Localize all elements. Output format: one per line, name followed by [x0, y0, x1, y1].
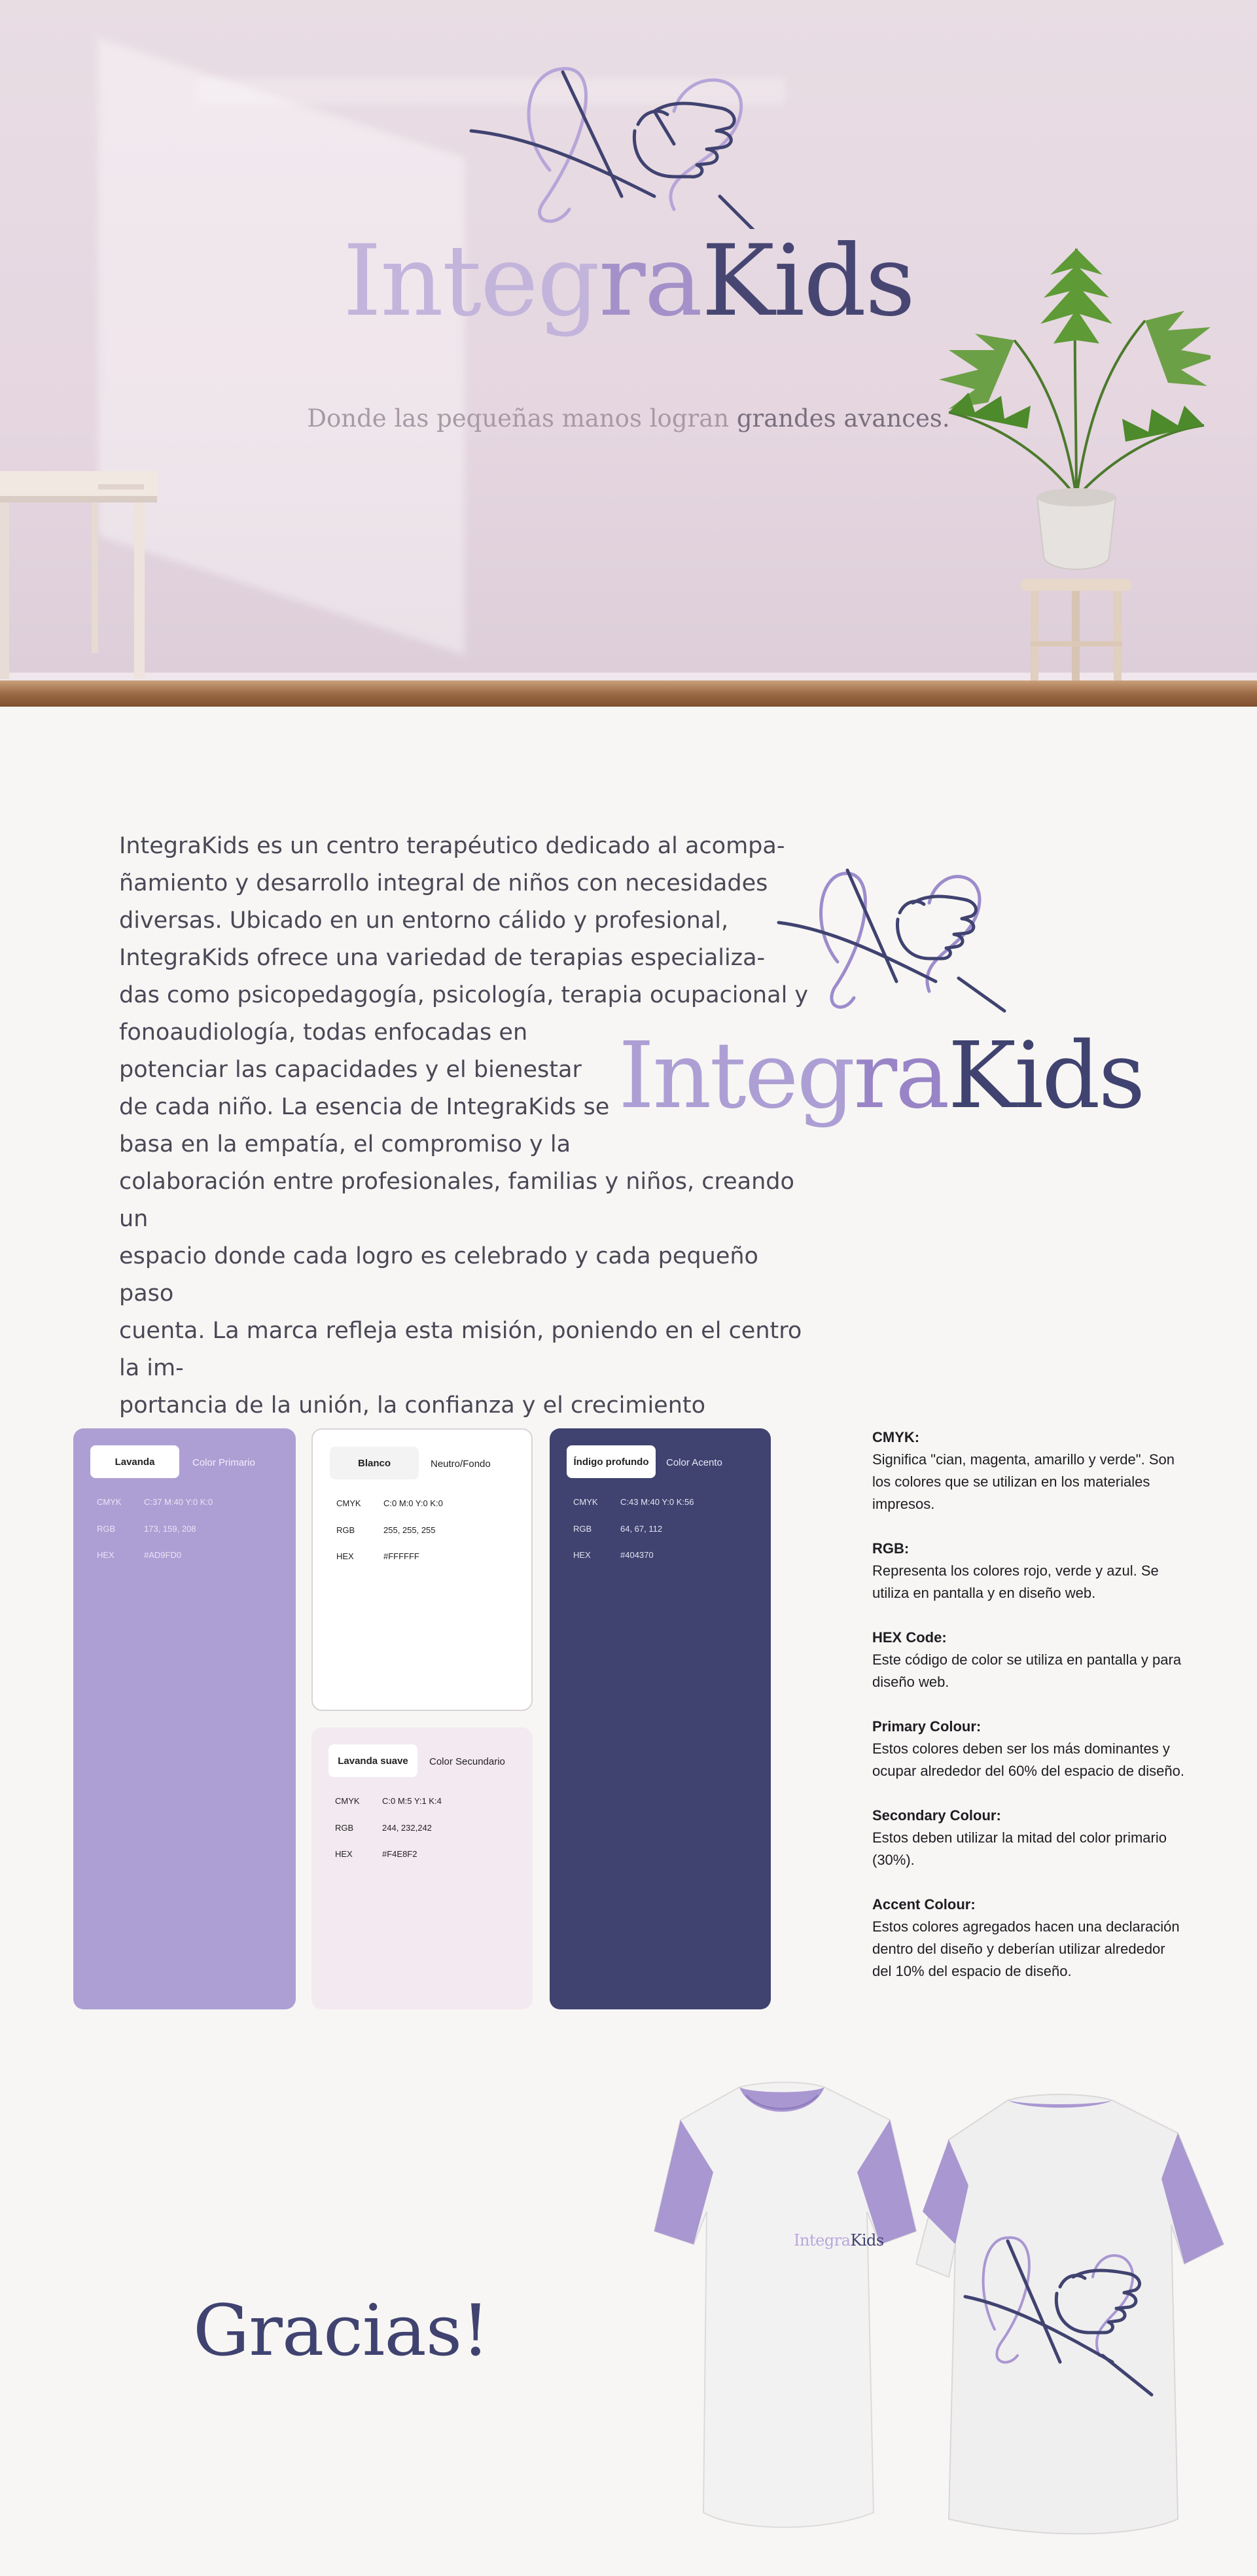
- hex-label: HEX: [336, 1551, 354, 1561]
- color-name-chip: Blanco: [330, 1447, 419, 1479]
- color-card-lavanda: [73, 1428, 296, 2009]
- brand-name-part3: Kids: [701, 224, 915, 338]
- rgb-value: 244, 232,242: [382, 1823, 432, 1833]
- cmyk-value: C:0 M:5 Y:1 K:4: [382, 1796, 442, 1806]
- color-role: Color Primario: [192, 1457, 255, 1468]
- hex-value: #FFFFFF: [383, 1551, 419, 1561]
- color-name-chip: Lavanda suave: [328, 1744, 417, 1777]
- brand-name-part2: ra: [853, 1023, 948, 1129]
- hands-logo-icon: [772, 857, 1021, 1021]
- rgb-label: RGB: [335, 1823, 354, 1833]
- cmyk-value: C:43 M:40 Y:0 K:56: [620, 1497, 694, 1507]
- tagline-bold: grandes avances.: [736, 404, 950, 432]
- cmyk-value: C:37 M:40 Y:0 K:0: [144, 1497, 213, 1507]
- hero-banner: [0, 0, 1257, 707]
- color-role: Color Acento: [666, 1457, 722, 1468]
- note-primary: [872, 1716, 1186, 1782]
- color-card-blanco: [311, 1428, 533, 1711]
- note-rgb: [872, 1538, 1186, 1604]
- about-brand-title: [618, 1023, 1144, 1129]
- cmyk-label: CMYK: [335, 1796, 360, 1806]
- tshirt-back: [916, 2094, 1224, 2534]
- color-card-indigo: [550, 1428, 771, 2009]
- hex-label: HEX: [97, 1550, 115, 1560]
- cmyk-label: CMYK: [97, 1497, 122, 1507]
- note-body: Significa "cian, magenta, amarillo y verde". Son los colores que se utilizan en los materiales impresos.: [872, 1451, 1175, 1512]
- color-card-lavanda-suave: [311, 1727, 533, 2009]
- color-name-chip: Lavanda: [90, 1445, 179, 1478]
- brand-name-part1: Integ: [342, 224, 599, 338]
- tshirt-mockups: [641, 2081, 1230, 2539]
- hex-value: #404370: [620, 1550, 654, 1560]
- note-accent: [872, 1894, 1186, 1983]
- color-role: Color Secundario: [429, 1756, 505, 1767]
- note-title: Secondary Colour:: [872, 1807, 1001, 1824]
- note-body: Este código de color se utiliza en pantalla y para diseño web.: [872, 1651, 1182, 1690]
- desk-illustration: [0, 471, 157, 680]
- note-body: Estos colores agregados hacen una declaración dentro del diseño y deberían utilizar alrededor del 10% del espacio de diseño.: [872, 1918, 1180, 1979]
- cmyk-label: CMYK: [336, 1498, 361, 1508]
- tshirt-logo: [794, 2231, 884, 2250]
- rgb-label: RGB: [97, 1524, 116, 1534]
- rgb-value: 64, 67, 112: [620, 1524, 663, 1534]
- hex-label: HEX: [335, 1849, 353, 1859]
- shirt-logo-part2: Kids: [850, 2231, 884, 2250]
- tagline-light: Donde las pequeñas manos logran: [307, 404, 737, 432]
- note-title: Primary Colour:: [872, 1718, 982, 1735]
- cmyk-label: CMYK: [573, 1497, 598, 1507]
- note-title: HEX Code:: [872, 1629, 947, 1646]
- hands-logo-icon: [458, 59, 798, 229]
- cmyk-value: C:0 M:0 Y:0 K:0: [383, 1498, 443, 1508]
- hex-value: #F4E8F2: [382, 1849, 417, 1859]
- note-hex: [872, 1627, 1186, 1693]
- note-cmyk: [872, 1426, 1186, 1515]
- note-body: Representa los colores rojo, verde y azul. Se utiliza en pantalla y en diseño web.: [872, 1562, 1159, 1601]
- wooden-floor: [0, 680, 1257, 707]
- color-role: Neutro/Fondo: [431, 1458, 491, 1470]
- note-title: Accent Colour:: [872, 1896, 976, 1913]
- rgb-label: RGB: [573, 1524, 592, 1534]
- brand-name-part3: Kids: [947, 1023, 1144, 1129]
- hero-brand-title: [0, 224, 1257, 338]
- rgb-value: 255, 255, 255: [383, 1525, 436, 1535]
- shirt-logo-part1: Integra: [794, 2231, 851, 2250]
- brand-name-part2: ra: [598, 224, 702, 338]
- hero-tagline: [0, 404, 1257, 432]
- brand-name-part1: Integ: [618, 1023, 854, 1129]
- note-title: RGB:: [872, 1540, 910, 1557]
- note-title: CMYK:: [872, 1429, 920, 1445]
- closing-title: Gracias!: [193, 2290, 489, 2372]
- note-body: Estos colores deben ser los más dominantes y ocupar alrededor del 60% del espacio de diseño.: [872, 1740, 1184, 1779]
- rgb-value: 173, 159, 208: [144, 1524, 196, 1534]
- note-body: Estos deben utilizar la mitad del color primario (30%).: [872, 1829, 1167, 1868]
- rgb-label: RGB: [336, 1525, 355, 1535]
- color-notes: [872, 1426, 1186, 2005]
- color-name-chip: Índigo profundo: [567, 1445, 656, 1478]
- hex-value: #AD9FD0: [144, 1550, 182, 1560]
- tshirt-front: [654, 2083, 916, 2528]
- hex-label: HEX: [573, 1550, 591, 1560]
- about-paragraph: IntegraKids es un centro terapéutico dedicado al acompa- ñamiento y desarrollo integral de niños con necesidades diversas. Ubicado en un entorno cálido y profesional, IntegraKids ofrece una variedad de terapias especializa- das como psicopedagogía, psicología, terapia ocupacional y fonoaudiología, todas enfocadas en potenciar las capacidades y el bienestar de cada niño. La esencia de IntegraKids se basa en la empatía, el compromiso y la colaboración entre profesionales, familias y niños, creando un espacio donde cada logro es celebrado y cada pequeño paso cuenta. La marca refleja esta misión, poniendo en el centro la im- portancia de la unión, la confianza y el crecimiento: [119, 833, 809, 1419]
- about-description: [119, 828, 813, 1462]
- note-secondary: [872, 1805, 1186, 1871]
